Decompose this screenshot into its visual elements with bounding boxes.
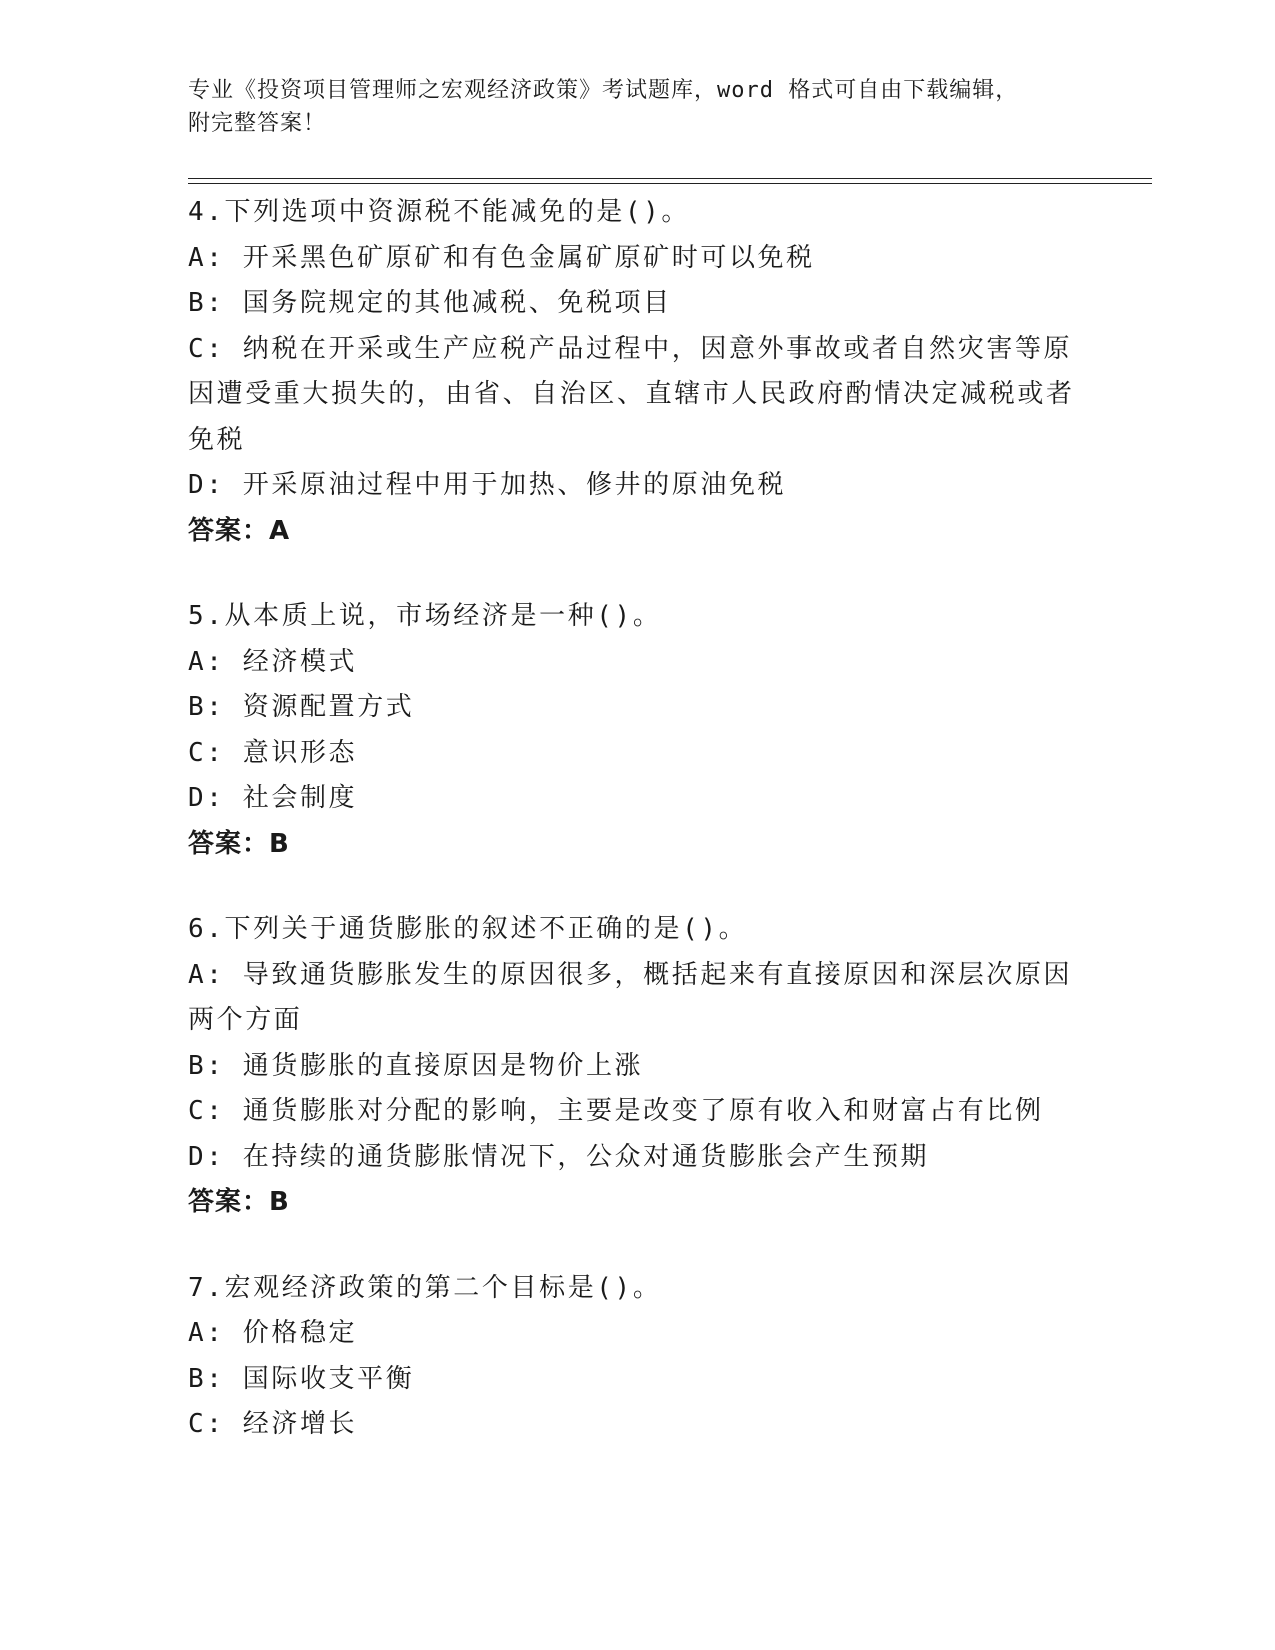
option-c: C: 纳税在开采或生产应税产品过程中，因意外事故或者自然灾害等原因遭受重大损失的，由省、自治区、直辖市人民政府酌情决定减税或者免税 — [188, 333, 1075, 455]
question-list — [188, 190, 1088, 1488]
header-divider-bottom — [188, 183, 1152, 184]
option-b: B: 国务院规定的其他减税、免税项目 — [188, 288, 672, 318]
option-b: B: 国际收支平衡 — [188, 1363, 415, 1394]
question-stem: 7.宏观经济政策的第二个目标是()。 — [188, 1272, 662, 1303]
option-b: B: 通货膨胀的直接原因是物价上涨 — [188, 1050, 644, 1081]
option-a: A: 开采黑色矿原矿和有色金属矿原矿时可以免税 — [188, 242, 815, 273]
question-stem: 6.下列关于通货膨胀的叙述不正确的是()。 — [188, 914, 748, 944]
header-divider-top — [188, 178, 1152, 179]
option-d: D: 在持续的通货膨胀情况下，公众对通货膨胀会产生预期 — [188, 1141, 930, 1172]
question-5 — [188, 594, 1088, 867]
option-a: A: 经济模式 — [188, 646, 358, 677]
option-a: A: 导致通货膨胀发生的原因很多，概括起来有直接原因和深层次原因两个方面 — [188, 959, 1073, 1035]
header-line-1: 专业《投资项目管理师之宏观经济政策》考试题库，word 格式可自由下载编辑， — [188, 78, 1019, 103]
answer: 答案：B — [188, 1187, 290, 1217]
option-c: C: 通货膨胀对分配的影响，主要是改变了原有收入和财富占有比例 — [188, 1096, 1044, 1126]
question-stem: 4.下列选项中资源税不能减免的是()。 — [188, 197, 691, 227]
option-d: D: 社会制度 — [188, 783, 358, 813]
question-6 — [188, 907, 1088, 1226]
header-line-2: 附完整答案！ — [188, 111, 327, 136]
option-d: D: 开采原油过程中用于加热、修井的原油免税 — [188, 470, 787, 500]
option-c: C: 经济增长 — [188, 1409, 358, 1439]
option-a: A: 价格稳定 — [188, 1318, 358, 1348]
answer: 答案：B — [188, 828, 290, 859]
option-b: B: 资源配置方式 — [188, 692, 415, 722]
question-stem: 5.从本质上说，市场经济是一种()。 — [188, 601, 662, 631]
option-c: C: 意识形态 — [188, 737, 358, 768]
question-4 — [188, 190, 1088, 554]
question-7 — [188, 1266, 1088, 1448]
document-header — [188, 74, 1088, 140]
answer: 答案：A — [188, 515, 291, 546]
